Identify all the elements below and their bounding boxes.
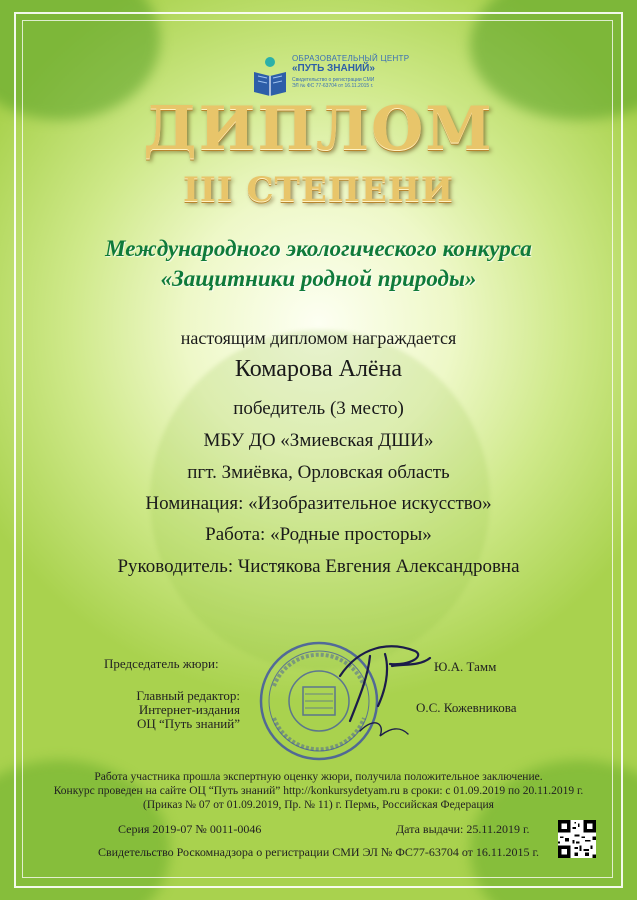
logo-line-2: «ПУТЬ ЗНАНИЙ»	[292, 63, 375, 74]
contest-name-line-2: «Защитники родной природы»	[160, 266, 477, 291]
award-intro: настоящим дипломом награждается	[180, 328, 457, 348]
contest-name-line-1: Международного экологического конкурса	[105, 236, 532, 261]
nomination: Номинация: «Изобразительное искусство»	[145, 493, 492, 514]
logo-line-3: Свидетельство о регистрации СМИ	[292, 77, 375, 83]
city-region: пгт. Змиёвка, Орловская область	[187, 462, 450, 483]
school-name: МБУ ДО «Змиевская ДШИ»	[203, 430, 434, 451]
supervisor: Руководитель: Чистякова Евгения Александровна	[117, 556, 520, 577]
series-number: Серия 2019-07 № 0011-0046	[118, 822, 262, 836]
editor-label-2: Интернет-издания	[138, 702, 240, 717]
chair-label: Председатель жюри:	[104, 656, 219, 671]
book-reader-icon	[252, 56, 288, 96]
editor-label-1: Главный редактор:	[136, 688, 240, 703]
diploma-degree: III СТЕПЕНИ	[182, 170, 455, 210]
editor-name: О.С. Кожевникова	[416, 700, 517, 715]
footer-line-2: Конкурс проведен на сайте ОЦ “Путь знаний” http://konkursydetyam.ru в сроки: с 01.09.2019 по 20.11.2019 г.	[53, 785, 584, 797]
footer-line-1: Работа участника прошла экспертную оценку жюри, получила положительное заключение.	[94, 771, 543, 783]
footer-line-3: (Приказ № 07 от 01.09.2019, Пр. № 11) г. Пермь, Российская Федерация	[143, 799, 494, 811]
logo-line-1: ОБРАЗОВАТЕЛЬНЫЙ ЦЕНТР	[292, 54, 410, 63]
work-title: Работа: «Родные просторы»	[205, 524, 432, 545]
diploma-title: ДИПЛОМ	[143, 94, 494, 164]
logo-line-4: ЭЛ № ФС 77-63704 от 16.11.2015 г.	[292, 83, 374, 89]
issue-date: Дата выдачи: 25.11.2019 г.	[396, 822, 530, 836]
recipient-name: Комарова Алёна	[234, 356, 403, 382]
award-place: победитель (3 место)	[233, 398, 404, 419]
chair-name: Ю.А. Тамм	[434, 659, 497, 674]
editor-label-3: ОЦ “Путь знаний”	[136, 716, 240, 731]
handwritten-signature	[330, 636, 440, 746]
registration-certificate: Свидетельство Роскомнадзора о регистрации СМИ ЭЛ № ФС77-63704 от 16.11.2015 г.	[97, 845, 540, 859]
